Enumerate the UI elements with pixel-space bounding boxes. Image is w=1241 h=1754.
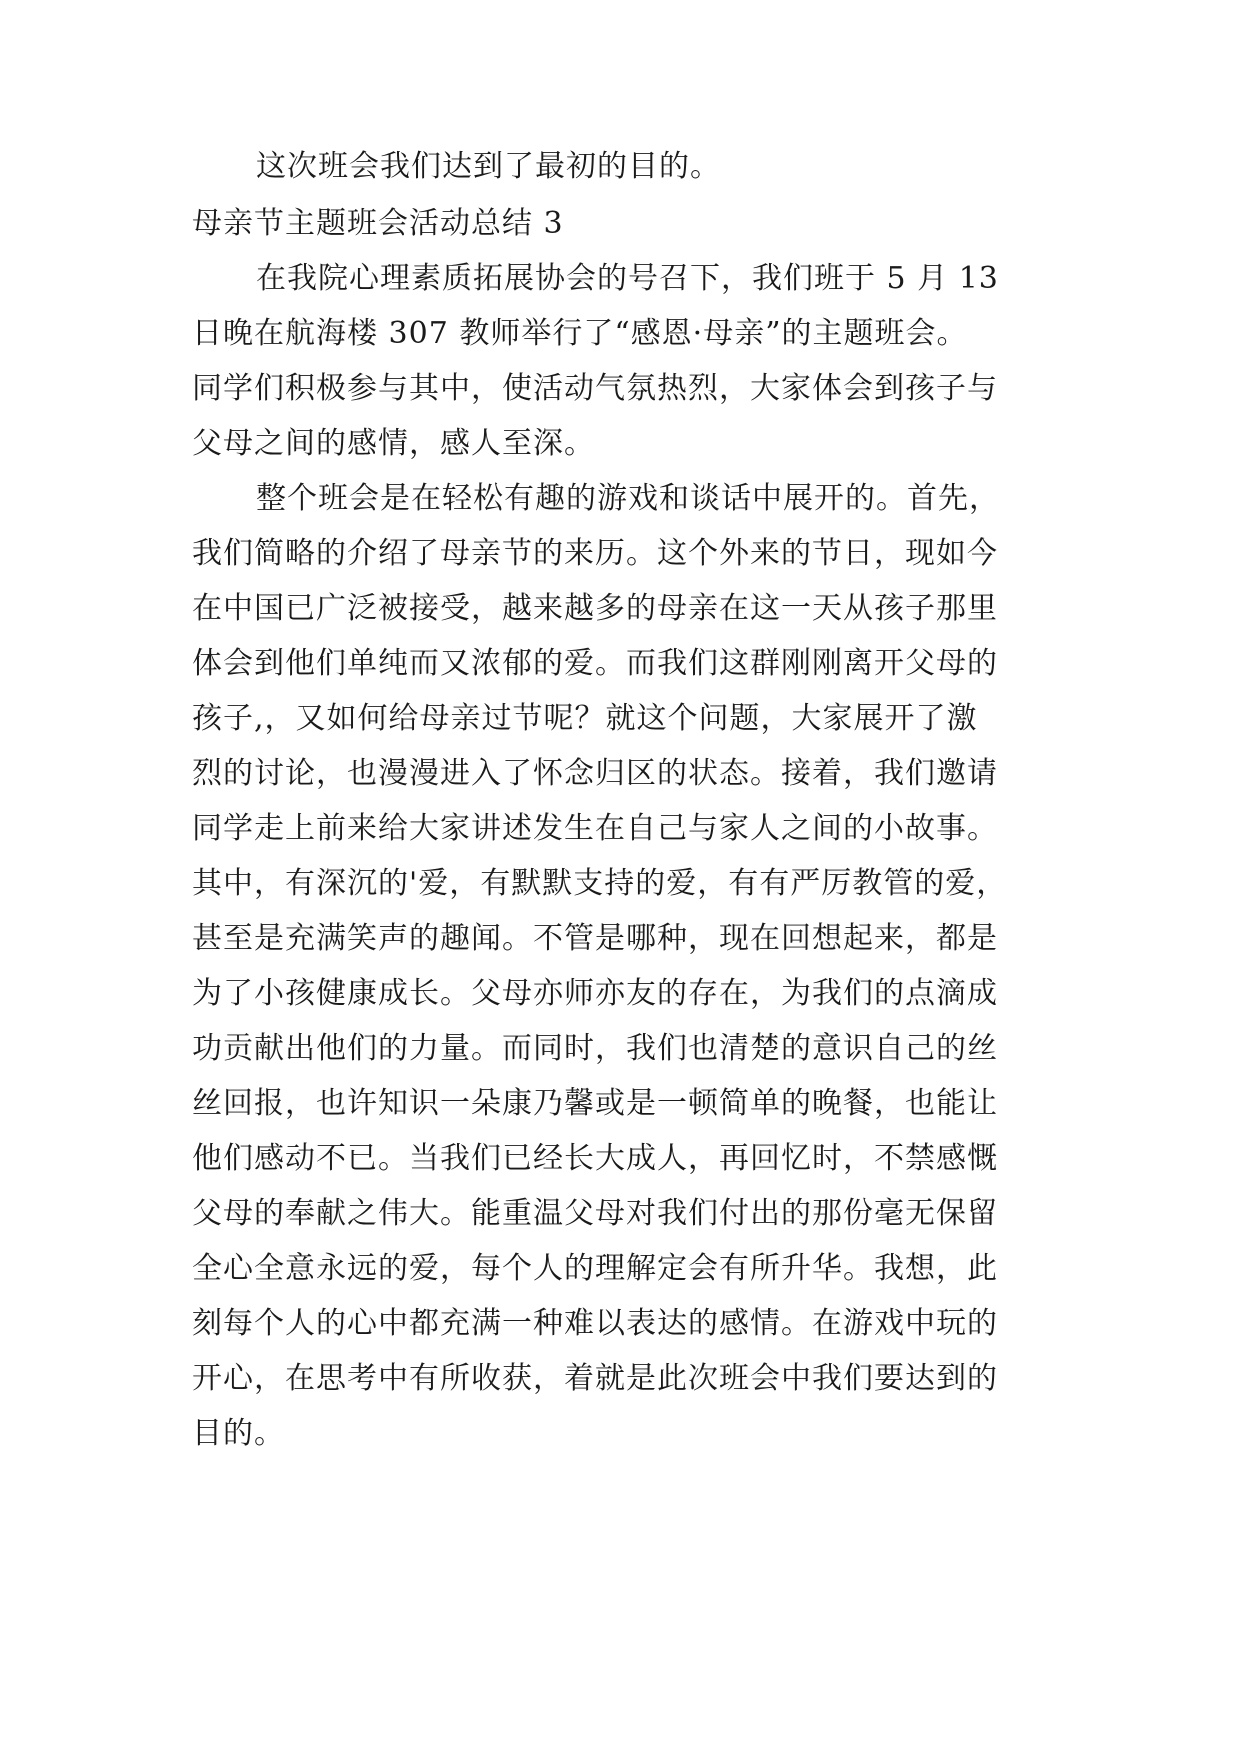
paragraph2-line: 甚至是充满笑声的趣闻。不管是哪种，现在回想起来，都是: [192, 921, 998, 956]
paragraph1-line: 父母之间的感情，感人至深。: [192, 426, 595, 461]
paragraph2-line: 开心，在思考中有所收获，着就是此次班会中我们要达到的: [192, 1361, 998, 1396]
paragraph1-line: 同学们积极参与其中，使活动气氛热烈，大家体会到孩子与: [192, 371, 998, 406]
paragraph1-line: 日晚在航海楼 307 教师举行了“感恩·母亲”的主题班会。: [192, 316, 968, 351]
paragraph2-line: 功贡献出他们的力量。而同时，我们也清楚的意识自己的丝: [192, 1031, 998, 1066]
paragraph2-line: 在中国已广泛被接受，越来越多的母亲在这一天从孩子那里: [192, 591, 998, 626]
paragraph2-line: 孩子,，又如何给母亲过节呢？就这个问题，大家展开了激: [192, 701, 978, 736]
paragraph2-line: 为了小孩健康成长。父母亦师亦友的存在，为我们的点滴成: [192, 976, 998, 1011]
closing-sentence: 这次班会我们达到了最初的目的。: [256, 149, 721, 184]
paragraph2-line: 烈的讨论，也漫漫进入了怀念归区的状态。接着，我们邀请: [192, 756, 998, 791]
paragraph2-line: 父母的奉献之伟大。能重温父母对我们付出的那份毫无保留: [192, 1196, 998, 1231]
paragraph2-line: 刻每个人的心中都充满一种难以表达的感情。在游戏中玩的: [192, 1306, 998, 1341]
paragraph2-line: 他们感动不已。当我们已经长大成人，再回忆时，不禁感慨: [192, 1141, 998, 1176]
paragraph2-line: 丝回报，也许知识一朵康乃馨或是一顿简单的晚餐，也能让: [192, 1086, 998, 1121]
paragraph2-line: 其中，有深沉的'爱，有默默支持的爱，有有严厉教管的爱，: [192, 866, 1008, 901]
paragraph2-line: 同学走上前来给大家讲述发生在自己与家人之间的小故事。: [192, 811, 998, 846]
paragraph2-line: 体会到他们单纯而又浓郁的爱。而我们这群刚刚离开父母的: [192, 646, 998, 681]
paragraph2-line: 全心全意永远的爱，每个人的理解定会有所升华。我想，此: [192, 1251, 998, 1286]
paragraph2-line: 目的。: [192, 1416, 285, 1451]
section-title: 母亲节主题班会活动总结 3: [192, 206, 564, 241]
paragraph1-line: 在我院心理素质拓展协会的号召下，我们班于 5 月 13: [256, 261, 999, 296]
paragraph2-line: 我们简略的介绍了母亲节的来历。这个外来的节日，现如今: [192, 536, 998, 571]
paragraph2-line: 整个班会是在轻松有趣的游戏和谈话中展开的。首先，: [256, 481, 1000, 516]
